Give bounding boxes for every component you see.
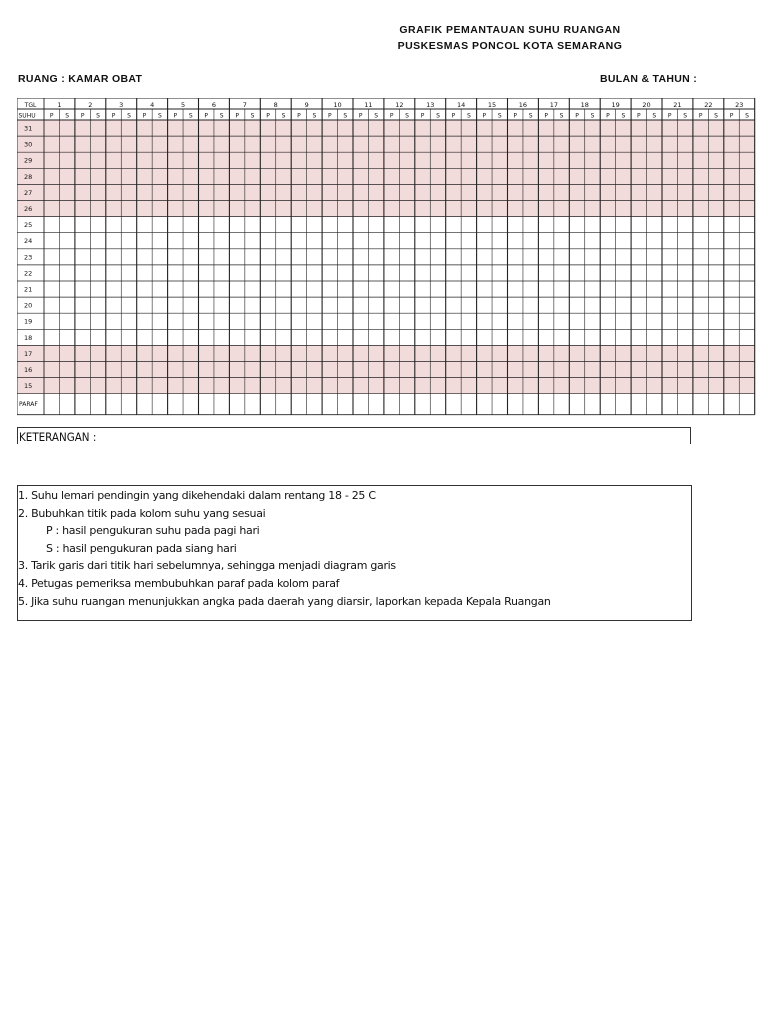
shaded-row-17 — [17, 345, 755, 361]
sub-label-s: S — [219, 112, 224, 120]
sub-label-s: S — [405, 112, 409, 120]
date-label: 7 — [242, 101, 247, 109]
sub-label-p: P — [358, 112, 363, 120]
date-label: 10 — [333, 101, 342, 109]
sub-label-p: P — [420, 112, 425, 120]
page-subtitle: PUSKESMAS PONCOL KOTA SEMARANG — [397, 40, 623, 52]
temp-row-label: 15 — [24, 382, 33, 391]
temp-header-label: SUHU — [18, 112, 36, 120]
date-label: 14 — [457, 101, 466, 109]
date-label: 23 — [735, 101, 744, 109]
temp-row-label: 27 — [24, 188, 33, 197]
sub-label-p: P — [544, 112, 548, 120]
shaded-row-15 — [17, 378, 755, 394]
sub-label-p: P — [513, 112, 518, 120]
temperature-grid-svg — [17, 98, 768, 416]
sub-label-p: P — [698, 112, 703, 120]
date-label: 22 — [704, 101, 713, 109]
date-label: 17 — [549, 101, 558, 109]
date-label: 8 — [273, 101, 278, 109]
page-title: GRAFIK PEMANTAUAN SUHU RUANGAN — [399, 24, 621, 36]
sub-label-p: P — [328, 112, 332, 120]
sub-label-p: P — [297, 112, 301, 120]
sub-label-s: S — [683, 112, 688, 120]
room-label: RUANG : KAMAR OBAT — [18, 73, 143, 85]
date-label: 16 — [518, 101, 528, 109]
keterangan-label: KETERANGAN : — [17, 427, 691, 444]
sub-label-p: P — [49, 112, 54, 120]
temp-row-label: 19 — [24, 317, 33, 326]
note-item: 4. Petugas pemeriksa membubuhkan paraf pada kolom paraf — [18, 576, 340, 590]
sub-label-p: P — [204, 112, 209, 120]
shaded-row-27 — [17, 184, 755, 200]
sub-label-p: P — [389, 112, 394, 120]
date-label: 18 — [580, 101, 589, 109]
sub-label-p: P — [142, 112, 147, 120]
temp-row-label: 22 — [24, 269, 33, 278]
sub-label-s: S — [590, 112, 595, 120]
sub-label-s: S — [466, 112, 471, 120]
sub-label-p: P — [637, 112, 641, 120]
sub-label-s: S — [127, 112, 131, 120]
sub-label-s: S — [312, 112, 317, 120]
note-item: S : hasil pengukuran pada siang hari — [46, 541, 237, 555]
sub-label-p: P — [451, 112, 456, 120]
date-label: 2 — [88, 101, 93, 109]
date-label: 9 — [304, 101, 309, 109]
note-item: 5. Jika suhu ruangan menunjukkan angka pada daerah yang diarsir, laporkan kepada Kepala Ruangan — [18, 594, 551, 608]
date-label: 1 — [57, 101, 62, 109]
shaded-row-30 — [17, 136, 755, 152]
sub-label-p: P — [80, 112, 85, 120]
sub-label-p: P — [575, 112, 579, 120]
temp-row-label: 20 — [24, 301, 33, 310]
sub-label-s: S — [374, 112, 379, 120]
date-label: 11 — [364, 101, 373, 109]
shaded-row-26 — [17, 201, 755, 217]
temp-row-label: 21 — [24, 285, 33, 294]
sub-label-s: S — [436, 112, 440, 120]
temp-row-label: 23 — [24, 253, 33, 262]
sub-label-p: P — [111, 112, 116, 120]
month-year-label: BULAN & TAHUN : — [600, 73, 698, 85]
temp-row-label: 24 — [24, 237, 33, 246]
temp-row-label: 28 — [24, 172, 33, 181]
sub-label-s: S — [714, 112, 718, 120]
note-item: 3. Tarik garis dari titik hari sebelumnya, sehingga menjadi diagram garis — [18, 559, 396, 573]
sub-label-p: P — [667, 112, 672, 120]
sub-label-s: S — [96, 112, 100, 120]
shaded-row-28 — [17, 168, 755, 184]
sub-label-s: S — [497, 112, 502, 120]
date-label: 6 — [211, 101, 217, 109]
shaded-row-29 — [17, 152, 755, 168]
note-item: 1. Suhu lemari pendingin yang dikehendaki dalam rentang 18 - 25 C — [18, 489, 376, 502]
sub-label-s: S — [281, 112, 286, 120]
sub-label-s: S — [65, 112, 70, 120]
sub-label-p: P — [606, 112, 610, 120]
sub-label-s: S — [559, 112, 564, 120]
date-label: 15 — [487, 101, 497, 109]
temp-row-label: 16 — [24, 366, 33, 374]
date-label: 13 — [426, 101, 435, 109]
sub-label-s: S — [157, 112, 162, 120]
sub-label-s: S — [621, 112, 626, 120]
sub-label-p: P — [266, 112, 270, 120]
temp-row-label: 26 — [24, 205, 33, 213]
date-label: 5 — [180, 101, 186, 109]
paraf-row-label: PARAF — [19, 401, 38, 409]
date-header-label: TGL — [24, 102, 37, 109]
temp-row-label: 29 — [24, 156, 33, 165]
sub-label-s: S — [528, 112, 533, 120]
sub-label-p: P — [482, 112, 487, 120]
sub-label-p: P — [235, 112, 239, 120]
sub-label-p: P — [729, 112, 734, 120]
temp-row-label: 17 — [24, 349, 33, 358]
sub-label-s: S — [745, 112, 749, 120]
sub-label-s: S — [652, 112, 657, 120]
shaded-row-16 — [17, 362, 755, 378]
temp-row-label: 30 — [24, 140, 33, 149]
shaded-row-31 — [17, 120, 755, 136]
temperature-grid — [17, 98, 768, 416]
temp-row-label: 31 — [24, 124, 33, 133]
notes-box — [17, 485, 692, 621]
sub-label-s: S — [250, 112, 255, 120]
note-item: 2. Bubuhkan titik pada kolom suhu yang sesuai — [18, 506, 266, 520]
date-label: 4 — [150, 101, 155, 109]
temp-row-label: 25 — [24, 221, 33, 230]
date-label: 20 — [642, 101, 651, 109]
date-label: 3 — [119, 101, 124, 109]
date-label: 12 — [395, 101, 404, 109]
temp-row-label: 18 — [24, 333, 33, 342]
date-label: 19 — [611, 101, 620, 109]
note-item: P : hasil pengukuran suhu pada pagi hari — [46, 524, 260, 538]
sub-label-s: S — [188, 112, 193, 120]
sub-label-p: P — [173, 112, 178, 120]
sub-label-s: S — [343, 112, 348, 120]
date-label: 21 — [673, 101, 682, 109]
